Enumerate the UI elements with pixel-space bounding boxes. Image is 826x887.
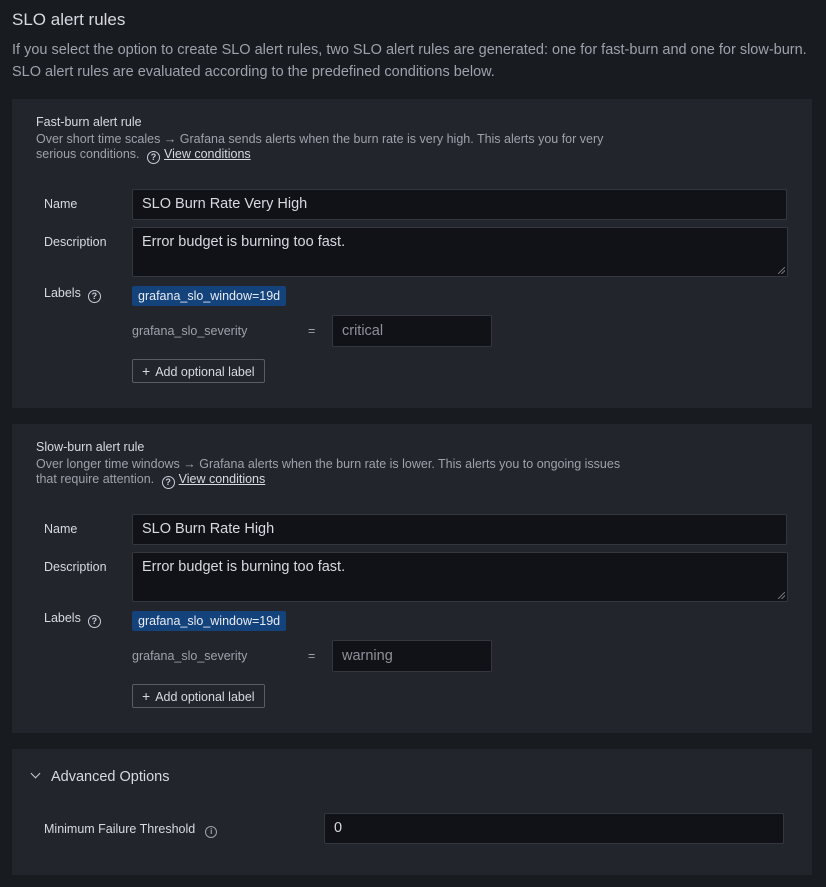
add-optional-label-button[interactable] [132, 684, 265, 708]
description-text: Error budget is burning too fast. [142, 234, 346, 250]
advanced-options-toggle[interactable] [30, 769, 170, 785]
question-circle-icon[interactable]: ? [147, 151, 160, 164]
labels-label [44, 286, 105, 303]
severity-label-key: grafana_slo_severity [132, 324, 248, 338]
fast-burn-desc-line1: Over short time scales → Grafana sends alerts when the burn rate is very high. This alerts you for very [36, 132, 604, 146]
advanced-options-panel [12, 749, 812, 875]
severity-value-input[interactable]: critical [332, 315, 492, 347]
slow-burn-desc-line1: Over longer time windows → Grafana alerts when the burn rate is lower. This alerts you to ongoing issues [36, 457, 621, 471]
slow-burn-description [36, 457, 656, 489]
page-intro: If you select the option to create SLO alert rules, two SLO alert rules are generated: one for fast-burn and one for slow-burn. SLO alert rules are evaluated according to the predefined conditions below. [12, 42, 807, 80]
page-title: SLO alert rules [12, 10, 126, 29]
view-conditions-link[interactable]: View conditions [164, 147, 251, 161]
question-circle-icon[interactable]: ? [162, 476, 175, 489]
resize-grip-icon[interactable] [778, 267, 785, 274]
add-optional-label-button[interactable] [132, 359, 265, 383]
description-text: Error budget is burning too fast. [142, 559, 346, 575]
min-failure-threshold-label [44, 822, 217, 838]
equals-sign: = [308, 649, 316, 663]
view-conditions-link[interactable]: View conditions [178, 472, 266, 486]
min-failure-threshold-text: Minimum Failure Threshold [44, 822, 196, 836]
add-optional-label-text: Add optional label [155, 690, 255, 704]
plus-icon: + [142, 363, 151, 379]
slow-burn-desc-line2: that require attention. [36, 472, 155, 486]
name-input[interactable]: SLO Burn Rate High [132, 514, 787, 545]
advanced-options-title: Advanced Options [51, 769, 170, 785]
info-circle-icon[interactable]: i [205, 826, 217, 838]
window-label-chip: grafana_slo_window=19d [132, 286, 286, 306]
fast-burn-desc-line2-row [36, 147, 656, 164]
slow-burn-panel [12, 424, 812, 733]
fast-burn-title: Fast-burn alert rule [36, 115, 142, 129]
plus-icon: + [142, 688, 151, 704]
severity-label-key: grafana_slo_severity [132, 649, 248, 663]
severity-value-input[interactable]: warning [332, 640, 492, 672]
name-label: Name [44, 197, 78, 211]
labels-text: Labels [44, 611, 81, 625]
slow-burn-desc-line2-row [36, 472, 656, 489]
description-textarea[interactable] [132, 552, 788, 602]
fast-burn-desc-line2: serious conditions. [36, 147, 140, 161]
min-failure-threshold-input[interactable]: 0 [324, 813, 784, 844]
question-circle-icon[interactable]: ? [88, 615, 101, 628]
name-label: Name [44, 522, 78, 536]
description-label: Description [44, 235, 107, 249]
fast-burn-panel [12, 99, 812, 408]
chevron-down-icon [31, 769, 41, 779]
labels-label [44, 611, 105, 628]
description-label: Description [44, 560, 107, 574]
description-textarea[interactable] [132, 227, 788, 277]
resize-grip-icon[interactable] [778, 592, 785, 599]
window-label-chip: grafana_slo_window=19d [132, 611, 286, 631]
labels-text: Labels [44, 286, 81, 300]
fast-burn-description [36, 132, 656, 164]
equals-sign: = [308, 324, 316, 338]
add-optional-label-text: Add optional label [155, 365, 255, 379]
question-circle-icon[interactable]: ? [88, 290, 101, 303]
slow-burn-title: Slow-burn alert rule [36, 440, 145, 454]
name-input[interactable]: SLO Burn Rate Very High [132, 189, 787, 220]
